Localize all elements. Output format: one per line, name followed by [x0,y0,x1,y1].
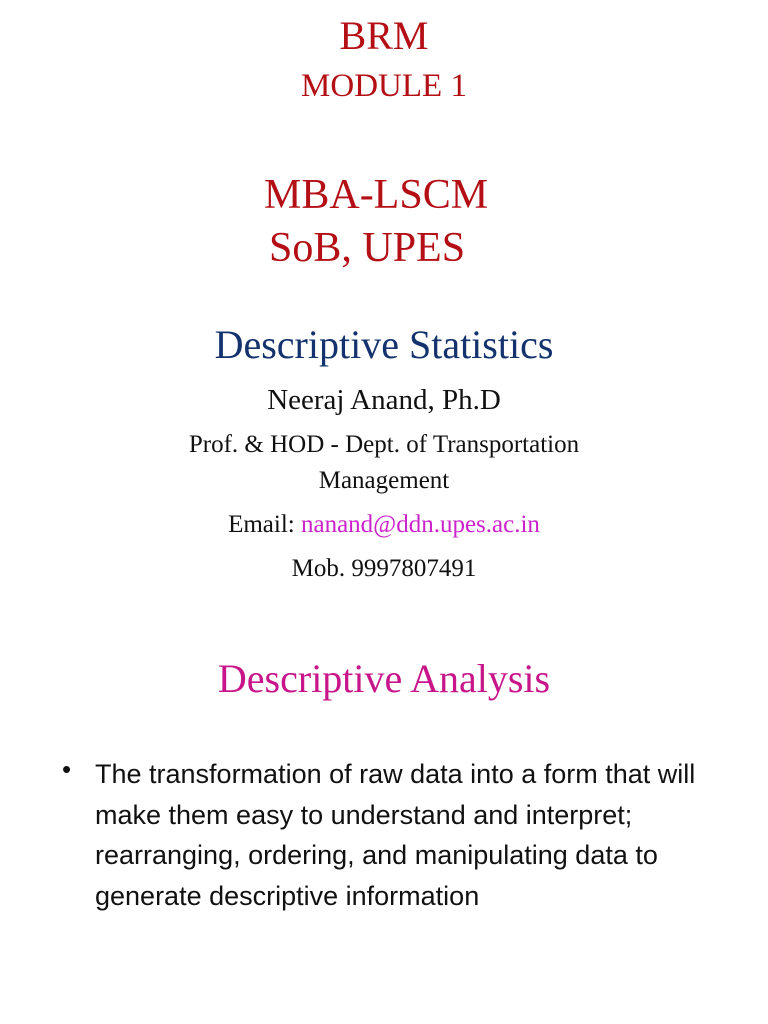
author-name: Neeraj Anand, Ph.D [267,384,501,416]
author-role-line1: Prof. & HOD - Dept. of Transportation [188,431,580,458]
bullet-text: The transformation of raw data into a form that will make them easy to understand and interpret; rearranging, ordering, and manipulating data to generate descriptive information [95,759,696,911]
school-name: SoB, UPES [269,225,466,271]
email-label: Email: [228,511,301,538]
slide-title: Descriptive Analysis [217,656,551,701]
content-slide [0,584,768,1024]
bullet-dot-icon: • [62,754,72,784]
email-line [0,512,768,537]
program-name: MBA-LSCM [264,172,489,218]
module-label: MODULE 1 [301,68,467,104]
course-title: BRM [339,13,429,58]
topic-title: Descriptive Statistics [214,322,554,367]
author-role-line2: Management [318,467,450,494]
mobile-number: Mob. 9997807491 [291,555,477,582]
email-link[interactable]: nanand@ddn.upes.ac.in [300,511,540,538]
